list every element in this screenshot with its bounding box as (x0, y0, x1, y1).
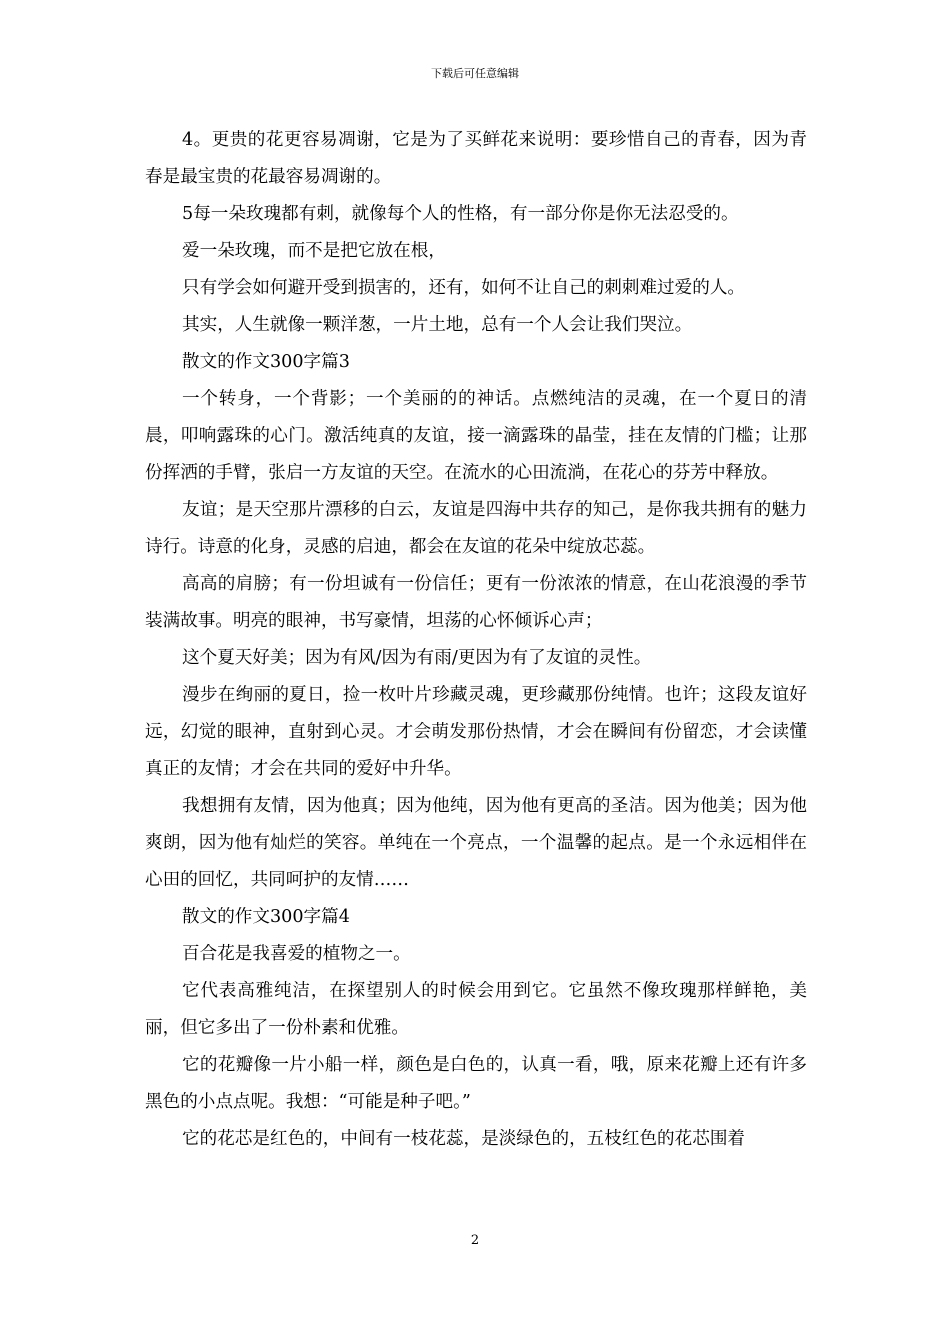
paragraph: 友谊；是天空那片漂移的白云，友谊是四海中共存的知己，是你我共拥有的魅力诗行。诗意的化身，灵感的启迪，都会在友谊的花朵中绽放芯蕊。 (145, 500, 807, 557)
page-header: 下载后可任意编辑 (431, 67, 519, 80)
section-heading: 散文的作文300字篇3 (182, 352, 350, 372)
paragraph: 百合花是我喜爱的植物之一。 (182, 944, 411, 964)
paragraph: 爱一朵玫瑰，而不是把它放在根， (182, 241, 446, 261)
paragraph: 它代表高雅纯洁，在探望别人的时候会用到它。它虽然不像玫瑰那样鲜艳，美丽，但它多出了一份朴素和优雅。 (145, 981, 807, 1038)
paragraph: 高高的肩膀；有一份坦诚有一份信任；更有一份浓浓的情意，在山花浪漫的季节装满故事。明亮的眼神，书写豪情，坦荡的心怀倾诉心声； (145, 574, 807, 631)
paragraph: 5每一朵玫瑰都有刺，就像每个人的性格，有一部分你是你无法忍受的。 (182, 204, 739, 224)
page-number: 2 (470, 1233, 480, 1248)
paragraph: 它的花芯是红色的，中间有一枝花蕊，是淡绿色的，五枝红色的花芯围着 (182, 1129, 746, 1149)
document-body (145, 122, 807, 1158)
section-heading: 散文的作文300字篇4 (182, 907, 350, 927)
paragraph: 我想拥有友情，因为他真；因为他纯，因为他有更高的圣洁。因为他美；因为他爽朗，因为他有灿烂的笑容。单纯在一个亮点，一个温馨的起点。是一个永远相伴在心田的回忆，共同呵护的友情…… (145, 796, 807, 890)
paragraph: 只有学会如何避开受到损害的，还有，如何不让自己的刺刺难过爱的人。 (182, 278, 746, 298)
paragraph: 它的花瓣像一片小船一样，颜色是白色的，认真一看，哦，原来花瓣上还有许多黑色的小点点呢。我想：“可能是种子吧。” (145, 1055, 807, 1112)
paragraph: 这个夏天好美；因为有风/因为有雨/更因为有了友谊的灵性。 (182, 648, 652, 668)
paragraph: 一个转身，一个背影；一个美丽的的神话。点燃纯洁的灵魂，在一个夏日的清晨，叩响露珠的心门。激活纯真的友谊，接一滴露珠的晶莹，挂在友情的门槛；让那份挥洒的手臂，张启一方友谊的天空。在流水的心田流淌，在花心的芬芳中释放。 (145, 389, 807, 483)
paragraph: 漫步在绚丽的夏日，捡一枚叶片珍藏灵魂，更珍藏那份纯情。也许；这段友谊好远，幻觉的眼神，直射到心灵。才会萌发那份热情，才会在瞬间有份留恋，才会读懂真正的友情；才会在共同的爱好中升华。 (145, 685, 807, 779)
paragraph: 其实，人生就像一颗洋葱，一片土地，总有一个人会让我们哭泣。 (182, 315, 693, 335)
paragraph: 4。更贵的花更容易凋谢，它是为了买鲜花来说明：要珍惜自己的青春，因为青春是最宝贵的花最容易凋谢的。 (145, 130, 807, 187)
